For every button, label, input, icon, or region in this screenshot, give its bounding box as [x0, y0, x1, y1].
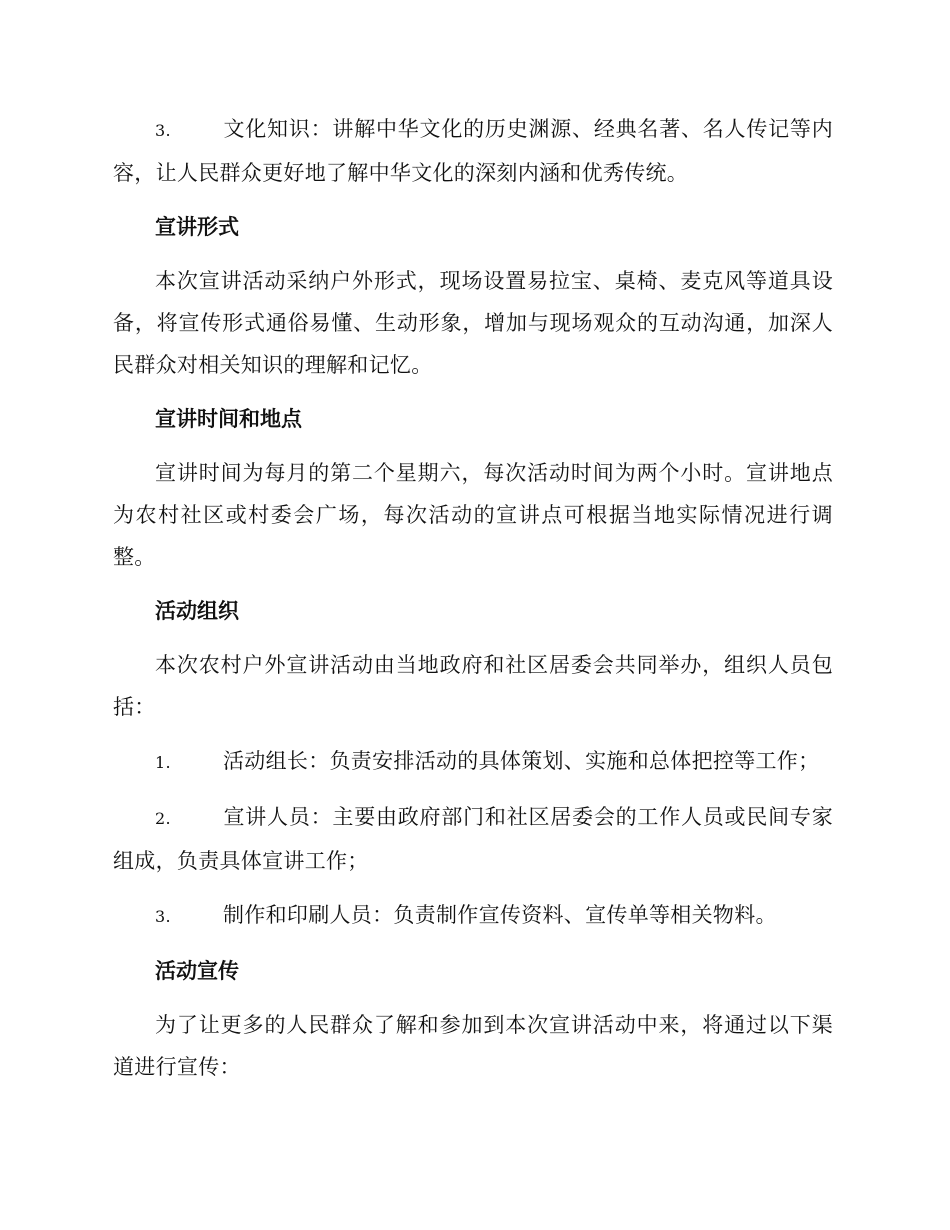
paragraph-time-place: 宣讲时间为每月的第二个星期六，每次活动时间为两个小时。宣讲地点为农村社区或村委会广场，每次活动的宣讲点可根据当地实际情况进行调整。 — [113, 461, 833, 569]
document-body — [113, 108, 833, 1088]
section-heading-publicity: 活动宣传 — [155, 959, 239, 983]
list-item-leader — [113, 740, 833, 784]
list-item-speakers — [113, 796, 833, 882]
paragraph-publicity: 为了让更多的人民群众了解和参加到本次宣讲活动中来，将通过以下渠道进行宣传： — [113, 1013, 833, 1079]
paragraph-format: 本次宣讲活动采纳户外形式，现场设置易拉宝、桌椅、麦克风等道具设备，将宣传形式通俗易懂、生动形象，增加与现场观众的互动沟通，加深人民群众对相关知识的理解和记忆。 — [113, 269, 833, 377]
list-item-text: 文化知识：讲解中华文化的历史渊源、经典名著、名人传记等内容，让人民群众更好地了解中华文化的深刻内涵和优秀传统。 — [113, 117, 833, 185]
paragraph-organization: 本次农村户外宣讲活动由当地政府和社区居委会共同举办，组织人员包括： — [113, 653, 833, 719]
list-item-printing — [113, 894, 833, 938]
section-heading-organization: 活动组织 — [155, 599, 239, 623]
section-heading-format: 宣讲形式 — [155, 215, 239, 239]
list-item-text: 宣讲人员：主要由政府部门和社区居委会的工作人员或民间专家组成，负责具体宣讲工作； — [113, 805, 833, 873]
list-number: 3. — [155, 121, 171, 140]
list-number: 3. — [155, 907, 171, 926]
list-number: 2. — [155, 809, 171, 828]
list-item-text: 活动组长：负责安排活动的具体策划、实施和总体把控等工作； — [223, 749, 820, 773]
list-item-culture — [113, 108, 833, 194]
list-item-text: 制作和印刷人员：负责制作宣传资料、宣传单等相关物料。 — [223, 903, 777, 927]
section-heading-time-place: 宣讲时间和地点 — [155, 407, 302, 431]
list-number: 1. — [155, 753, 171, 772]
